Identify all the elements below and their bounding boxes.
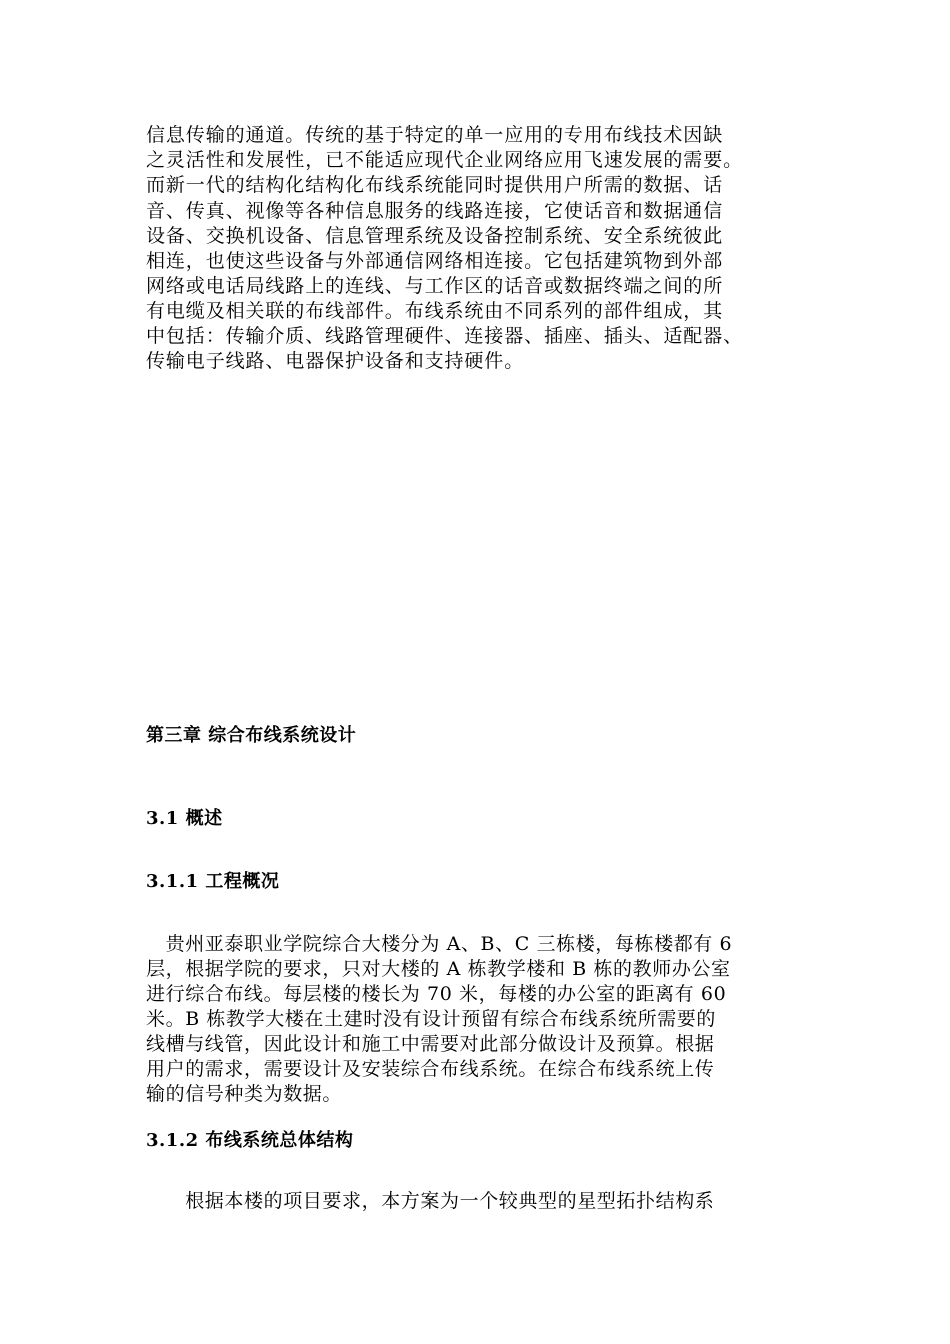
intro-line: 相连，也使这些设备与外部通信网络相连接。它包括建筑物到外部 [146, 250, 724, 272]
overview-line: 进行综合布线。每层楼的楼长为 70 米，每楼的办公室的距离有 60 [146, 983, 727, 1005]
overview-line: 贵州亚泰职业学院综合大楼分为 A、B、C 三栋楼，每栋楼都有 6 [146, 933, 733, 955]
intro-line: 而新一代的结构化结构化布线系统能同时提供用户所需的数据、话 [146, 174, 724, 196]
structure-paragraph-line: 根据本楼的项目要求，本方案为一个较典型的星型拓扑结构系 [146, 1190, 715, 1212]
intro-line: 信息传输的通道。传统的基于特定的单一应用的专用布线技术因缺 [146, 124, 724, 146]
intro-line: 传输电子线路、电器保护设备和支持硬件。 [146, 350, 525, 372]
intro-line: 之灵活性和发展性，已不能适应现代企业网络应用飞速发展的需要。 [146, 149, 744, 171]
chapter-title: 第三章 综合布线系统设计 [146, 725, 357, 746]
overview-line: 线槽与线管，因此设计和施工中需要对此部分做设计及预算。根据 [146, 1033, 715, 1055]
section-heading-3-1: 3.1 概述 [146, 808, 223, 829]
section-heading-3-1-2: 3.1.2 布线系统总体结构 [146, 1130, 354, 1151]
intro-line: 音、传真、视像等各种信息服务的线路连接，它使话音和数据通信 [146, 200, 724, 222]
overview-line: 层，根据学院的要求，只对大楼的 A 栋教学楼和 B 栋的教师办公室 [146, 958, 731, 980]
intro-line: 有电缆及相关联的布线部件。布线系统由不同系列的部件组成，其 [146, 300, 724, 322]
overview-line: 输的信号种类为数据。 [146, 1083, 343, 1105]
overview-line: 用户的需求，需要设计及安装综合布线系统。在综合布线系统上传 [146, 1058, 715, 1080]
intro-line: 设备、交换机设备、信息管理系统及设备控制系统、安全系统彼此 [146, 225, 724, 247]
intro-line: 中包括：传输介质、线路管理硬件、连接器、插座、插头、适配器、 [146, 325, 744, 347]
section-heading-3-1-1: 3.1.1 工程概况 [146, 871, 280, 892]
intro-line: 网络或电话局线路上的连线、与工作区的话音或数据终端之间的所 [146, 275, 724, 297]
overview-line: 米。B 栋教学大楼在土建时没有设计预留有综合布线系统所需要的 [146, 1008, 717, 1030]
